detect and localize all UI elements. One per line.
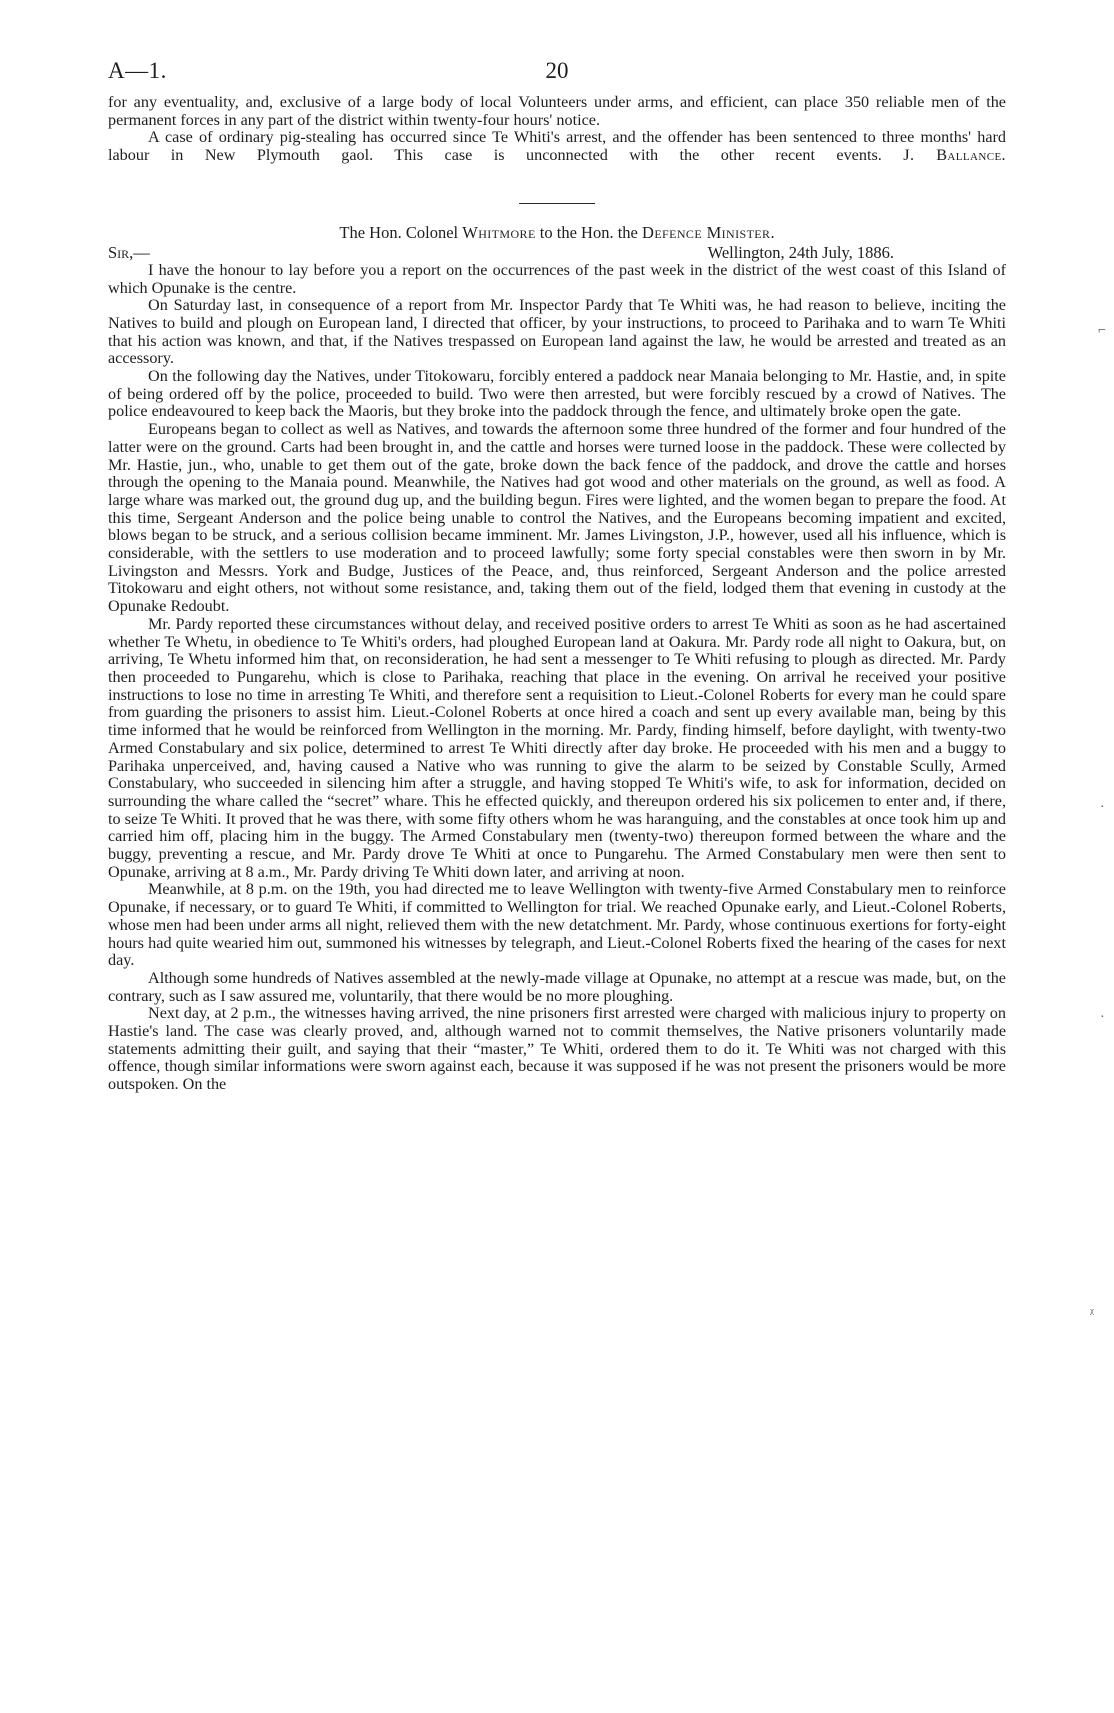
- page-header: [108, 58, 1006, 94]
- signature: J. Ballance.: [903, 146, 1007, 165]
- letter-section: [108, 224, 1006, 1094]
- document-reference: A—1.: [108, 58, 167, 83]
- letter-paragraph: On Saturday last, in consequence of a report from Mr. Inspector Pardy that Te Whiti was, he had reason to believe, inciting the Natives to build and plough on European land, I directed that officer, by your instructions, to proceed to Parihaka and to warn Te Whiti that his action was known, and that, if the Natives trespassed on European land against the law, he would be arrested and treated as an accessory.: [108, 296, 1006, 368]
- letter-paragraph: On the following day the Natives, under Titokowaru, forcibly entered a paddock near Manaia belonging to Mr. Hastie, and, in spite of being ordered off by the police, proceeded to build. Two were then arrested, but were forcibly rescued by a crowd of Natives. The police endeavoured to keep back the Maoris, but they broke into the paddock through the fence, and ultimately broke open the gate.: [108, 367, 1006, 421]
- intro-paragraph-2-text: A case of ordinary pig-stealing has occurred since Te Whiti's arrest, and the offender has been sentenced to three months' hard labour in New Plymouth gaol. This case is unconnected with the other recent events.: [108, 128, 1006, 165]
- intro-paragraph-2: [108, 129, 1006, 164]
- intro-paragraph-1: for any eventuality, and, exclusive of a large body of local Volunteers under arms, and efficient, can place 350 reliable men of the permanent forces in any part of the district within twenty-four hours' notice.: [108, 93, 1006, 129]
- letter-paragraph: Mr. Pardy reported these circumstances without delay, and received positive orders to arrest Te Whiti as soon as he had ascertained whether Te Whetu, in obedience to Te Whiti's orders, had ploughed European land at Oakura. Mr. Pardy rode all night to Oakura, but, on arriving, Te Whetu informed him that, on reconsideration, he had sent a messenger to Te Whiti refusing to plough as directed. Mr. Pardy then proceeded to Pungarehu, which is close to Parihaka, reaching that place in the evening. On arrival he received your positive instructions to lose no time in arresting Te Whiti, and therefore sent a requisition to Lieut.-Colonel Roberts for every man he could spare from guarding the prisoners to assist him. Lieut.-Colonel Roberts at once hired a coach and sent up every available man, being by this time informed that he would be reinforced from Wellington in the morning. Mr. Pardy, finding himself, before daylight, with twenty-two Armed Constabulary and six police, determined to arrest Te Whiti directly after day broke. He proceeded with his men and a buggy to Parihaka unperceived, and, having caused a Native who was running to give the alarm to be seized by Constable Scully, Armed Constabulary, who succeeded in silencing him after a struggle, and having stopped Te Whiti's wife, to ask for information, decided on surrounding the whare called the “secret” whare. This he effected quickly, and thereupon ordered his six policemen to enter and, if there, to seize Te Whiti. It proved that he was there, with some fifty others whom he was haranguing, and the constables at once took him up and carried him off, placing him in the buggy. The Armed Constabulary men (twenty-two) thereupon formed between the whare and the buggy, preventing a rescue, and Mr. Pardy drove Te Whiti at once to Pungarehu. The Armed Constabulary men were then sent to Opunake, arriving at 8 a.m., Mr. Pardy driving Te Whiti down later, and arriving at noon.: [108, 614, 1006, 881]
- margin-mark: ·: [1100, 1010, 1105, 1025]
- margin-mark: ⌐: [1098, 323, 1106, 338]
- letter-paragraph: Europeans began to collect as well as Natives, and towards the afternoon some three hundred of the former and four hundred of the latter were on the ground. Carts had been brought in, and the cattle and horses were turned loose in the paddock. These were collected by Mr. Hastie, jun., who, unable to get them out of the gate, broke down the back fence of the paddock, and drove the cattle and horses through the opening to the Manaia pound. Meanwhile, the Natives had got wood and other materials on the ground, as well as food. A large whare was marked out, the ground dug up, and the building begun. Fires were lighted, and the women began to prepare the food. At this time, Sergeant Anderson and the police being unable to control the Natives, and the Europeans becoming impatient and excited, blows began to be struck, and a serious collision became imminent. Mr. James Livingston, J.P., however, used all his influence, which is considerable, with the settlers to use moderation and to proceed lawfully; some forty special constables were then sworn in by Mr. Livingston and Messrs. York and Budge, Justices of the Peace, and, thus reinforced, Sergeant Anderson and the police arrested Titokowaru and eight others, not without some resistance, and, taking them out of the field, lodged them that evening in custody at the Opunake Redoubt.: [108, 420, 1006, 616]
- letter-date: Wellington, 24th July, 1886.: [707, 242, 894, 262]
- page-number: 20: [545, 58, 569, 83]
- document-page: [108, 58, 1006, 1094]
- letter-paragraph: Meanwhile, at 8 p.m. on the 19th, you had directed me to leave Wellington with twenty-five Armed Constabulary men to reinforce Opunake, if necessary, or to guard Te Whiti, if committed to Wellington for trial. We reached Opunake early, and Lieut.-Colonel Roberts, whose men had been under arms all night, relieved them with the new detatchment. Mr. Pardy, whose continuous exertions for forty-eight hours had quite wearied him out, summoned his witnesses by telegraph, and Lieut.-Colonel Roberts fixed the hearing of the cases for next day.: [108, 880, 1006, 970]
- letter-paragraph: Although some hundreds of Natives assembled at the newly-made village at Opunake, no attempt at a rescue was made, but, on the contrary, such as I saw assured me, voluntarily, that there would be no more ploughing.: [108, 968, 1006, 1005]
- margin-mark: ·: [1100, 800, 1105, 815]
- margin-mark: ᵡ: [1090, 1306, 1094, 1321]
- heading-pre: The Hon. Colonel: [339, 222, 463, 242]
- letter-paragraph: I have the honour to lay before you a report on the occurrences of the past week in the district of the west coast of this Island of which Opunake is the centre.: [108, 260, 1006, 297]
- section-divider: [519, 203, 595, 204]
- letter-heading: [108, 224, 1006, 242]
- heading-end: .: [770, 222, 775, 242]
- salutation-row: [108, 244, 1006, 262]
- heading-to: Defence Minister: [642, 222, 771, 242]
- heading-mid: to the Hon. the: [535, 222, 642, 242]
- salutation: Sir,—: [108, 242, 150, 262]
- intro-section: [108, 94, 1006, 165]
- heading-from: Whitmore: [462, 222, 536, 242]
- letter-paragraph: Next day, at 2 p.m., the witnesses having arrived, the nine prisoners first arrested were charged with malicious injury to property on Hastie's land. The case was clearly proved, and, although warned not to commit themselves, the Native prisoners voluntarily made statements admitting their guilt, and saying that their “master,” Te Whiti, ordered them to do it. Te Whiti was not charged with this offence, though similar informations were sworn against each, because it was supposed if he was not present the prisoners would be more outspoken. On the: [108, 1004, 1006, 1094]
